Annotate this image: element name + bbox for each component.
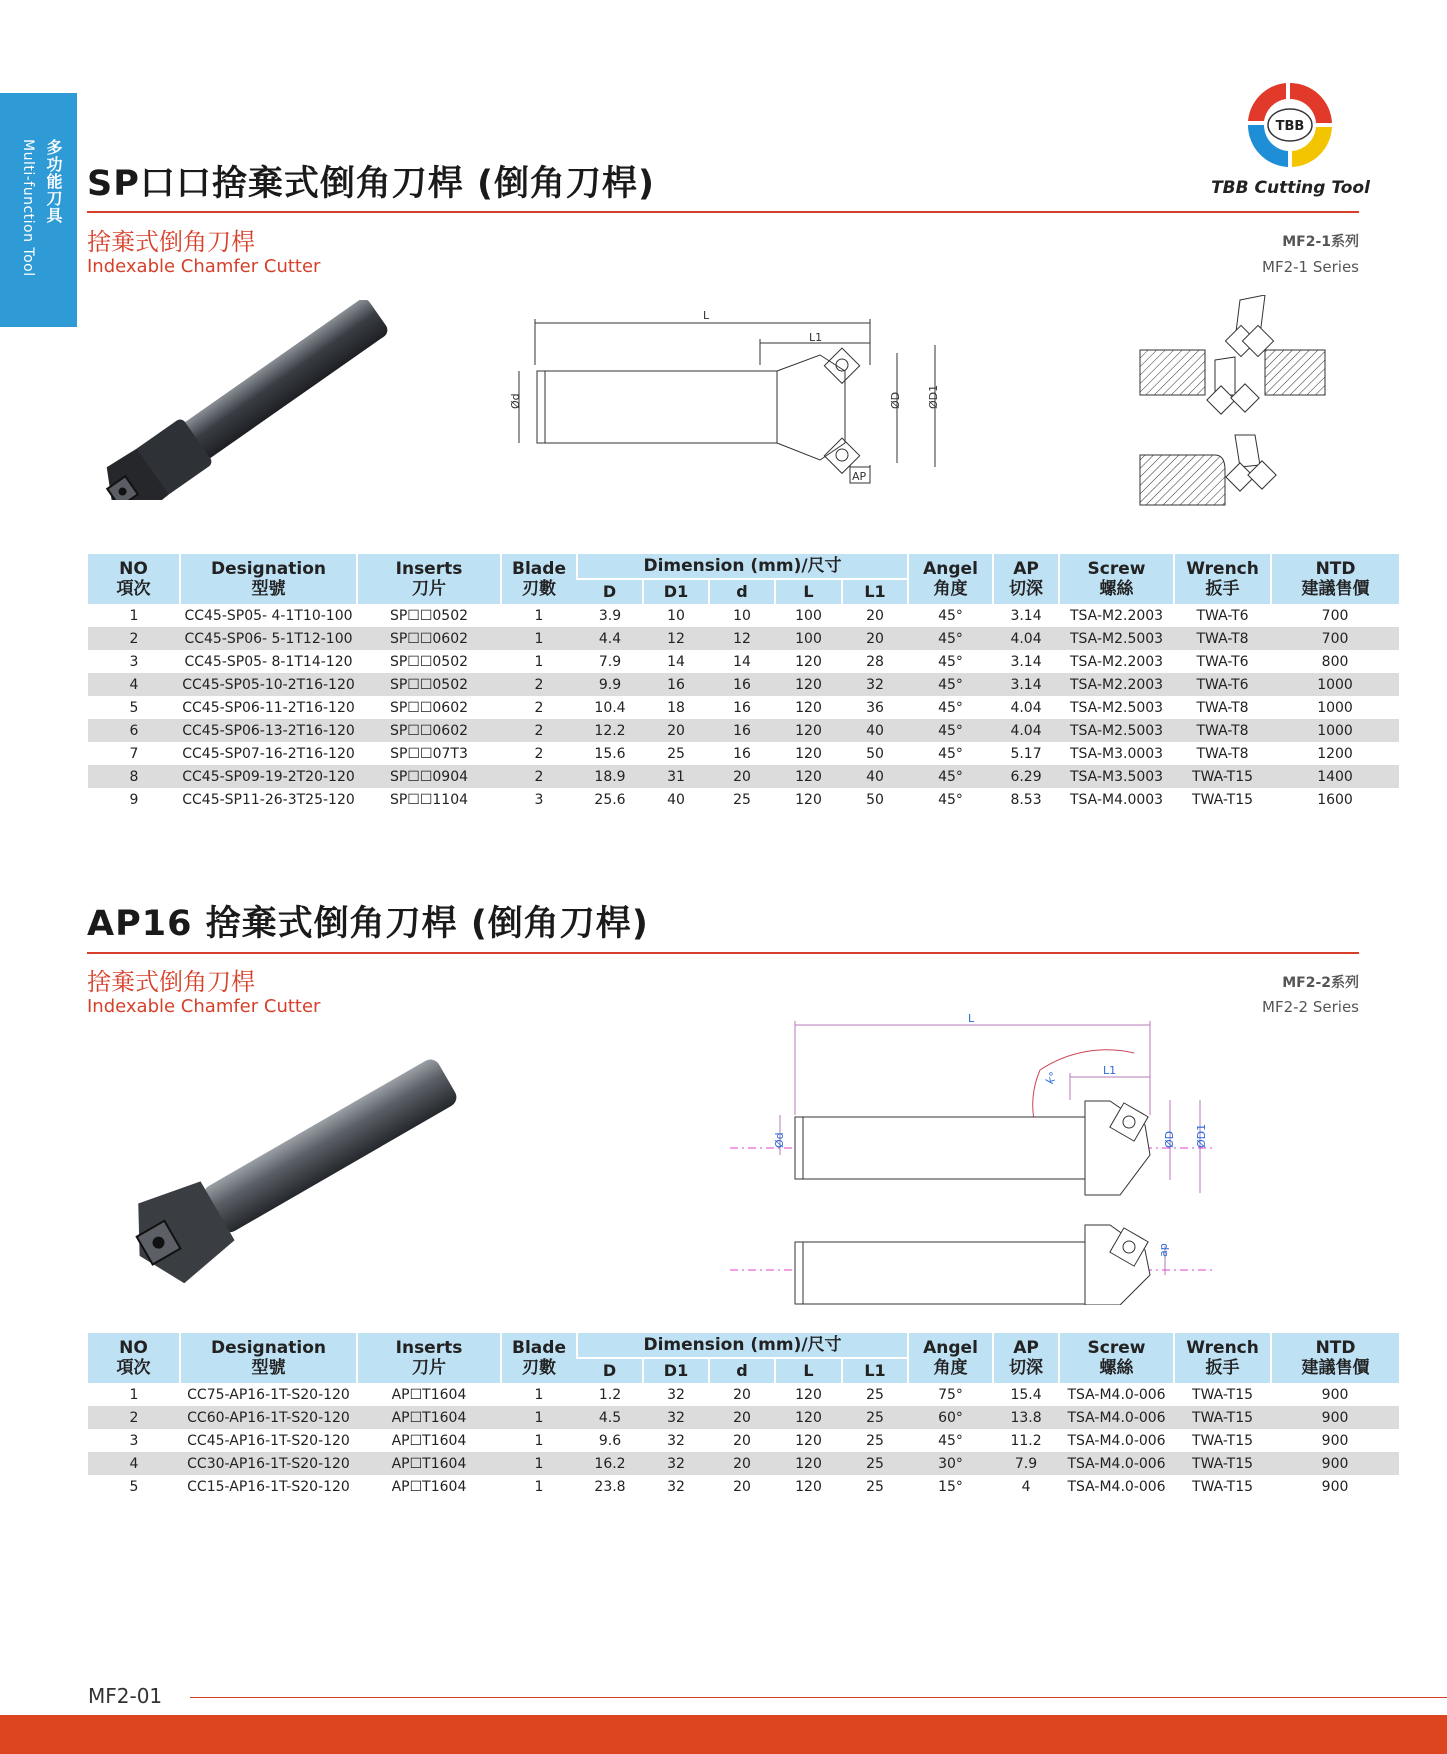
table-cell: 7.9 <box>598 653 622 670</box>
table-cell: 25 <box>866 1386 884 1403</box>
table-row <box>88 719 1399 742</box>
table-cell: 20 <box>709 765 775 788</box>
table-cell: 9.6 <box>598 1432 622 1449</box>
table-cell: TSA-M2.2003 <box>1069 653 1164 670</box>
table-cell: CC45-SP06-13-2T16-120 <box>180 719 357 742</box>
table-cell: 700 <box>1321 607 1349 624</box>
th-dim-d: d <box>709 579 775 604</box>
table-cell: TWA-T15 <box>1174 1452 1271 1475</box>
table-cell: 5 <box>129 1478 139 1495</box>
table-cell: 1 <box>129 607 139 624</box>
th-ap: AP 切深 <box>993 1333 1059 1383</box>
table-cell: 2 <box>501 719 577 742</box>
th-ntd: NTD 建議售價 <box>1271 1333 1399 1383</box>
table-cell: 45° <box>938 1432 963 1449</box>
table-cell: 120 <box>795 699 822 716</box>
table-cell: SP☐☐0904 <box>357 765 501 788</box>
table-cell: 45° <box>908 673 993 696</box>
table-cell: SP☐☐0502 <box>357 673 501 696</box>
table-cell: CC75-AP16-1T-S20-120 <box>187 1386 350 1403</box>
table-cell: 20 <box>643 719 709 742</box>
th-blade: Blade 刃數 <box>501 554 577 604</box>
table-cell: 16 <box>643 673 709 696</box>
table-cell: CC45-SP06-11-2T16-120 <box>182 699 355 716</box>
table-cell: 20 <box>866 607 884 624</box>
table-cell: AP☐T1604 <box>357 1406 501 1429</box>
table-cell: 900 <box>1271 1406 1399 1429</box>
table-cell: SP☐☐0602 <box>357 719 501 742</box>
th-wrench: Wrench 扳手 <box>1174 1333 1271 1383</box>
page-number: MF2-01 <box>88 1684 163 1708</box>
table-cell: 20 <box>733 1478 751 1495</box>
table-cell: 45° <box>908 719 993 742</box>
th-dim-D1: D1 <box>643 579 709 604</box>
table-cell: 45° <box>908 627 993 650</box>
side-tab <box>0 93 77 327</box>
table-cell: 16.2 <box>577 1452 643 1475</box>
table-row <box>88 765 1399 788</box>
table-cell: 4.04 <box>993 719 1059 742</box>
s1-dim-L: L <box>703 309 710 322</box>
section1-series-en: MF2-1 Series <box>1262 258 1359 276</box>
table-cell: 2 <box>534 745 544 762</box>
table-cell: 25 <box>866 1478 884 1495</box>
table-cell: 1 <box>129 1386 139 1403</box>
table-cell: TSA-M3.0003 <box>1069 745 1164 762</box>
table-cell: 120 <box>795 1386 822 1403</box>
table-cell: TWA-T15 <box>1192 791 1254 808</box>
section2-technical-drawing <box>730 1005 1220 1305</box>
table-cell: 4.5 <box>577 1406 643 1429</box>
table-cell: TWA-T15 <box>1192 1478 1254 1495</box>
s1-dim-L1: L1 <box>809 331 823 344</box>
table-cell: 4.4 <box>577 627 643 650</box>
table-cell: TWA-T6 <box>1196 653 1249 670</box>
s1-dim-d: Ød <box>509 393 522 409</box>
table-cell: 5.17 <box>1010 745 1042 762</box>
table-cell: TWA-T15 <box>1192 1432 1254 1449</box>
table-row <box>88 696 1399 719</box>
table-cell: 120 <box>795 791 822 808</box>
th-inserts: Inserts 刀片 <box>357 1333 501 1383</box>
table-cell: 1 <box>534 1386 544 1403</box>
table-cell: 45° <box>938 607 963 624</box>
table-cell: TSA-M4.0-006 <box>1059 1452 1174 1475</box>
table-cell: 20 <box>733 1386 751 1403</box>
table-cell: 120 <box>775 1406 842 1429</box>
th-dim-D: D <box>577 1358 643 1383</box>
table-cell: 900 <box>1321 1478 1349 1495</box>
table-cell: 25 <box>866 1432 884 1449</box>
section1-spec-table <box>88 554 1399 811</box>
s2-dim-ap: ap <box>1157 1243 1170 1257</box>
section2-table-body <box>88 1383 1399 1498</box>
table-cell: 25 <box>667 745 685 762</box>
table-cell: SP☐☐0502 <box>389 607 469 624</box>
table-cell: SP☐☐1104 <box>389 791 469 808</box>
th-dim-L1: L1 <box>842 579 908 604</box>
table-cell: 120 <box>795 1432 822 1449</box>
table-cell: 4 <box>88 1452 180 1475</box>
table-cell: 9.9 <box>577 673 643 696</box>
table-cell: TWA-T15 <box>1192 1386 1254 1403</box>
table-cell: 32 <box>643 1452 709 1475</box>
table-cell: TWA-T6 <box>1174 673 1271 696</box>
table-cell: 2 <box>501 765 577 788</box>
section2-rule <box>87 952 1359 954</box>
section1-application-sketch <box>1135 295 1335 515</box>
table-cell: TWA-T8 <box>1196 699 1249 716</box>
table-cell: 45° <box>908 765 993 788</box>
table-cell: 3.14 <box>993 673 1059 696</box>
table-cell: 32 <box>667 1478 685 1495</box>
table-cell: 120 <box>775 765 842 788</box>
table-cell: TSA-M4.0003 <box>1069 791 1164 808</box>
table-cell: CC30-AP16-1T-S20-120 <box>180 1452 357 1475</box>
table-cell: 16 <box>709 719 775 742</box>
table-cell: AP☐T1604 <box>391 1386 467 1403</box>
th-screw: Screw 螺絲 <box>1059 554 1174 604</box>
th-dim-L: L <box>775 579 842 604</box>
table-cell: 120 <box>775 719 842 742</box>
table-cell: 1000 <box>1271 673 1399 696</box>
side-tab-zh: 多功能刀具 <box>44 139 63 224</box>
table-cell: 3.9 <box>598 607 622 624</box>
table-cell: 120 <box>775 673 842 696</box>
table-cell: 50 <box>866 745 884 762</box>
section2-series-zh: MF2-2系列 <box>1282 975 1359 991</box>
brand-logo <box>1211 75 1370 205</box>
table-cell: 3 <box>534 791 544 808</box>
table-cell: 3.14 <box>1010 653 1042 670</box>
th-dim-d: d <box>709 1358 775 1383</box>
th-inserts: Inserts 刀片 <box>357 554 501 604</box>
table-cell: CC45-SP05- 8-1T14-120 <box>184 653 353 670</box>
table-cell: 10.4 <box>594 699 626 716</box>
s2-dim-D: ØD <box>1163 1130 1176 1148</box>
table-cell: TSA-M4.0-006 <box>1059 1406 1174 1429</box>
s1-dim-D: ØD <box>889 391 902 409</box>
table-cell: 1 <box>534 1478 544 1495</box>
table-cell: AP☐T1604 <box>357 1452 501 1475</box>
table-cell: 1 <box>534 607 544 624</box>
table-cell: 1600 <box>1317 791 1353 808</box>
th-ntd: NTD 建議售價 <box>1271 554 1399 604</box>
table-cell: TWA-T8 <box>1196 745 1249 762</box>
table-cell: CC60-AP16-1T-S20-120 <box>180 1406 357 1429</box>
th-dim-D: D <box>577 579 643 604</box>
table-cell: TSA-M2.5003 <box>1059 719 1174 742</box>
table-cell: 4.04 <box>993 627 1059 650</box>
table-cell: CC45-SP06- 5-1T12-100 <box>180 627 357 650</box>
table-cell: 75° <box>938 1386 963 1403</box>
table-cell: 18.9 <box>577 765 643 788</box>
table-cell: 32 <box>643 1406 709 1429</box>
table-cell: 2 <box>88 1406 180 1429</box>
table-cell: CC45-SP05-10-2T16-120 <box>180 673 357 696</box>
th-wrench: Wrench 扳手 <box>1174 554 1271 604</box>
table-cell: 5 <box>129 699 139 716</box>
table-cell: 1000 <box>1271 719 1399 742</box>
table-cell: SP☐☐0602 <box>357 627 501 650</box>
table-cell: 1 <box>501 1406 577 1429</box>
section1-series-zh: MF2-1系列 <box>1282 234 1359 250</box>
section1-product-image <box>85 300 425 500</box>
section1-subtitle-en: Indexable Chamfer Cutter <box>87 256 321 277</box>
table-cell: 7 <box>129 745 139 762</box>
table-cell: 40 <box>842 765 908 788</box>
table-cell: 18 <box>667 699 685 716</box>
table-cell: 1 <box>534 653 544 670</box>
section1-title: SP口口捨棄式倒角刀桿 (倒角刀桿) <box>87 164 656 204</box>
table-cell: 25 <box>733 791 751 808</box>
table-cell: TWA-T15 <box>1174 765 1271 788</box>
table-cell: 23.8 <box>594 1478 626 1495</box>
table-cell: 20 <box>709 1452 775 1475</box>
table-cell: 60° <box>908 1406 993 1429</box>
table-cell: 1400 <box>1271 765 1399 788</box>
table-cell: CC45-SP07-16-2T16-120 <box>182 745 355 762</box>
table-cell: 900 <box>1321 1386 1349 1403</box>
table-cell: 2 <box>501 673 577 696</box>
footer-rule <box>190 1697 1447 1698</box>
table-cell: 800 <box>1321 653 1349 670</box>
table-cell: 25 <box>842 1406 908 1429</box>
s2-dim-d: Ød <box>773 1132 786 1148</box>
th-dim-L: L <box>775 1358 842 1383</box>
section2-product-image <box>110 1040 480 1290</box>
table-cell: 1200 <box>1317 745 1353 762</box>
th-blade: Blade 刃數 <box>501 1333 577 1383</box>
table-cell: 16 <box>709 673 775 696</box>
table-cell: CC45-SP11-26-3T25-120 <box>182 791 355 808</box>
th-dim-L1: L1 <box>842 1358 908 1383</box>
table-cell: 120 <box>795 1478 822 1495</box>
table-cell: TSA-M2.2003 <box>1069 607 1164 624</box>
th-angel: Angel 角度 <box>908 554 993 604</box>
table-cell: 32 <box>667 1386 685 1403</box>
table-cell: 11.2 <box>1010 1432 1042 1449</box>
table-row <box>88 1406 1399 1429</box>
table-cell: TWA-T8 <box>1174 627 1271 650</box>
table-cell: TSA-M2.2003 <box>1059 673 1174 696</box>
table-cell: 4 <box>88 673 180 696</box>
table-row <box>88 1429 1399 1452</box>
table-cell: 900 <box>1321 1432 1349 1449</box>
table-cell: 120 <box>775 1452 842 1475</box>
table-cell: AP☐T1604 <box>391 1478 467 1495</box>
table-cell: 16 <box>733 699 751 716</box>
s2-dim-k: k° <box>1043 1069 1061 1087</box>
table-cell: SP☐☐0602 <box>389 699 469 716</box>
table-cell: 10 <box>667 607 685 624</box>
th-ap: AP 切深 <box>993 554 1059 604</box>
table-cell: 100 <box>795 607 822 624</box>
table-cell: 900 <box>1271 1452 1399 1475</box>
table-cell: 12 <box>709 627 775 650</box>
table-row <box>88 788 1399 811</box>
table-cell: 20 <box>842 627 908 650</box>
tbb-logo-icon <box>1220 75 1360 175</box>
table-row <box>88 604 1399 627</box>
footer-bar <box>0 1715 1447 1754</box>
table-cell: 15° <box>938 1478 963 1495</box>
table-cell: 32 <box>842 673 908 696</box>
table-cell: 12 <box>643 627 709 650</box>
section1-rule <box>87 211 1359 213</box>
table-cell: TSA-M2.5003 <box>1059 627 1174 650</box>
table-cell: 700 <box>1271 627 1399 650</box>
table-cell: 8 <box>88 765 180 788</box>
table-cell: TSA-M4.0-006 <box>1067 1386 1166 1403</box>
table-row <box>88 1475 1399 1498</box>
table-cell: 14 <box>667 653 685 670</box>
table-cell: 15.4 <box>1010 1386 1042 1403</box>
table-cell: 4 <box>1021 1478 1031 1495</box>
table-cell: 3 <box>129 1432 139 1449</box>
table-cell: TSA-M4.0-006 <box>1067 1478 1166 1495</box>
th-angel: Angel 角度 <box>908 1333 993 1383</box>
s2-dim-L1: L1 <box>1103 1064 1117 1077</box>
table-cell: 8.53 <box>1010 791 1042 808</box>
table-cell: 1 <box>534 1432 544 1449</box>
section2-series-en: MF2-2 Series <box>1262 998 1359 1016</box>
table-cell: 40 <box>667 791 685 808</box>
table-cell: AP☐T1604 <box>391 1432 467 1449</box>
table-cell: TWA-T8 <box>1174 719 1271 742</box>
table-cell: 16 <box>733 745 751 762</box>
table-cell: 50 <box>866 791 884 808</box>
table-cell: TSA-M2.5003 <box>1069 699 1164 716</box>
table-cell: 7.9 <box>993 1452 1059 1475</box>
table-cell: 1000 <box>1317 699 1353 716</box>
th-designation: Designation 型號 <box>180 1333 357 1383</box>
table-cell: 45° <box>938 791 963 808</box>
table-cell: 120 <box>795 745 822 762</box>
table-row <box>88 1383 1399 1406</box>
table-cell: CC45-AP16-1T-S20-120 <box>187 1432 350 1449</box>
table-cell: 36 <box>866 699 884 716</box>
table-cell: 1 <box>501 1452 577 1475</box>
table-row <box>88 673 1399 696</box>
table-cell: 9 <box>129 791 139 808</box>
th-screw: Screw 螺絲 <box>1059 1333 1174 1383</box>
table-cell: 40 <box>842 719 908 742</box>
brand-name: TBB Cutting Tool <box>1211 178 1370 198</box>
table-cell: 45° <box>938 699 963 716</box>
table-cell: 10 <box>733 607 751 624</box>
section2-spec-table <box>88 1333 1399 1498</box>
table-cell: 12.2 <box>577 719 643 742</box>
table-cell: 13.8 <box>993 1406 1059 1429</box>
section1-technical-drawing <box>505 305 975 490</box>
th-dimension: Dimension (mm)/尺寸 <box>577 1333 908 1358</box>
table-cell: 3.14 <box>1010 607 1042 624</box>
table-cell: SP☐☐07T3 <box>390 745 468 762</box>
table-cell: CC15-AP16-1T-S20-120 <box>187 1478 350 1495</box>
table-cell: 45° <box>938 745 963 762</box>
table-cell: 100 <box>775 627 842 650</box>
section2-subtitle-zh: 捨棄式倒角刀桿 <box>87 968 255 996</box>
table-cell: 15.6 <box>594 745 626 762</box>
table-row <box>88 742 1399 765</box>
table-row <box>88 1452 1399 1475</box>
table-cell: 6.29 <box>993 765 1059 788</box>
section1-table-body <box>88 604 1399 811</box>
table-cell: 120 <box>795 653 822 670</box>
table-cell: CC45-SP09-19-2T20-120 <box>180 765 357 788</box>
section2-subtitle-en: Indexable Chamfer Cutter <box>87 996 321 1017</box>
table-cell: CC45-SP05- 4-1T10-100 <box>184 607 353 624</box>
table-cell: 32 <box>667 1432 685 1449</box>
table-cell: 28 <box>866 653 884 670</box>
table-cell: 30° <box>908 1452 993 1475</box>
table-cell: 25.6 <box>594 791 626 808</box>
table-row <box>88 650 1399 673</box>
table-cell: 20 <box>709 1406 775 1429</box>
table-cell: 6 <box>88 719 180 742</box>
logo-text: TBB <box>1275 119 1305 134</box>
section2-title: AP16 捨棄式倒角刀桿 (倒角刀桿) <box>87 904 649 944</box>
table-cell: TWA-T6 <box>1196 607 1249 624</box>
th-no: NO 項次 <box>88 1333 180 1383</box>
table-cell: TSA-M4.0-006 <box>1067 1432 1166 1449</box>
table-row <box>88 627 1399 650</box>
table-cell: SP☐☐0502 <box>389 653 469 670</box>
table-cell: TSA-M3.5003 <box>1059 765 1174 788</box>
th-no: NO 項次 <box>88 554 180 604</box>
table-cell: 1 <box>501 627 577 650</box>
s2-dim-D1: ØD1 <box>1195 1123 1208 1148</box>
s2-dim-L: L <box>968 1012 975 1025</box>
table-cell: 25 <box>842 1452 908 1475</box>
s1-dim-AP: AP <box>852 470 867 483</box>
th-dim-D1: D1 <box>643 1358 709 1383</box>
table-cell: 1.2 <box>598 1386 622 1403</box>
table-cell: 14 <box>733 653 751 670</box>
th-designation: Designation 型號 <box>180 554 357 604</box>
table-cell: 4.04 <box>1010 699 1042 716</box>
table-cell: 3 <box>129 653 139 670</box>
table-cell: 20 <box>733 1432 751 1449</box>
table-cell: 2 <box>88 627 180 650</box>
table-cell: TWA-T15 <box>1174 1406 1271 1429</box>
section1-subtitle-zh: 捨棄式倒角刀桿 <box>87 228 255 256</box>
table-cell: 45° <box>938 653 963 670</box>
s1-dim-D1: ØD1 <box>927 384 940 409</box>
side-tab-en: Multi-function Tool <box>20 139 36 277</box>
th-dimension: Dimension (mm)/尺寸 <box>577 554 908 579</box>
table-cell: 2 <box>534 699 544 716</box>
table-cell: 31 <box>643 765 709 788</box>
